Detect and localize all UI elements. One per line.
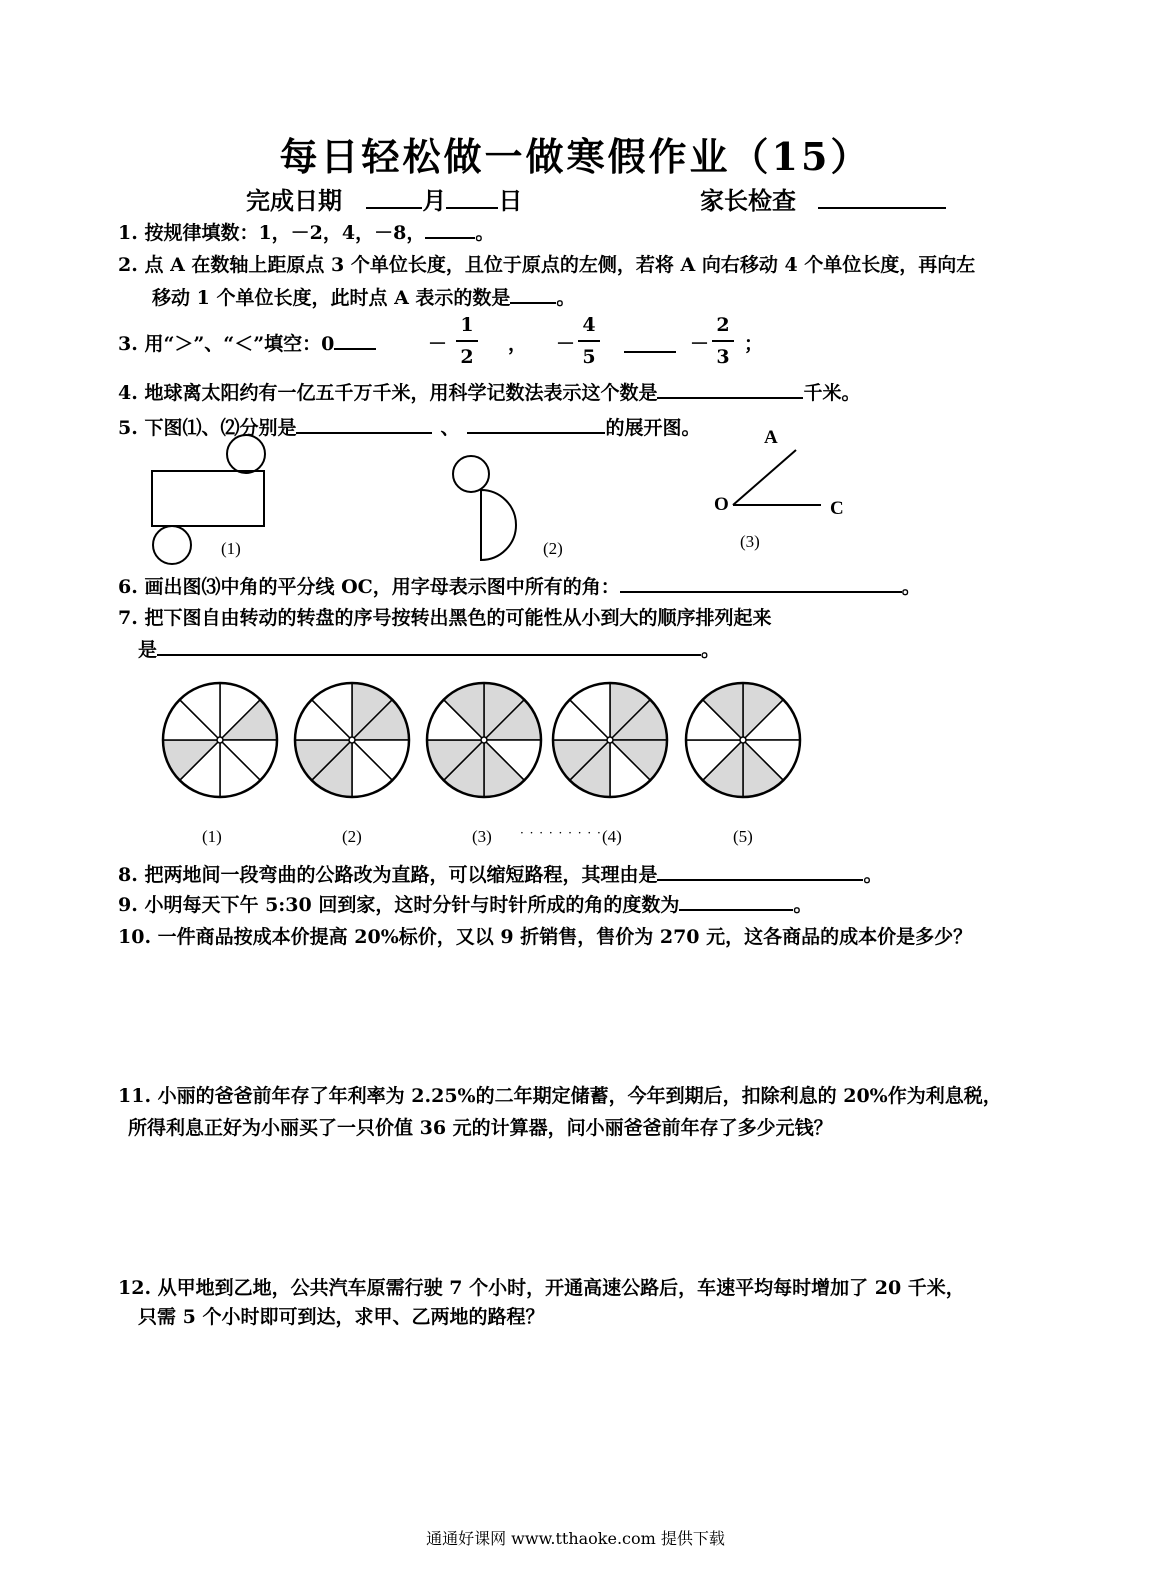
fraction-1-denominator: 2 xyxy=(460,346,474,368)
question-11-line-1: 11. 小丽的爸爸前年存了年利率为 2.25%的二年期定储蓄，今年到期后，扣除利息的 20%作为利息税， xyxy=(118,1085,1002,1107)
spinner-2-center xyxy=(349,737,355,743)
question-5-separator: 、 xyxy=(440,417,460,439)
question-6-text: 6. 画出图⑶中角的平分线 OC，用字母表示图中所有的角： xyxy=(118,576,620,598)
question-8-text: 8. 把两地间一段弯曲的公路改为直路，可以缩短路程，其理由是 xyxy=(118,864,658,886)
question-2-end: 。 xyxy=(556,287,576,309)
fraction-1-numerator: 1 xyxy=(460,314,474,336)
spinner-4-label: (4) xyxy=(602,827,622,846)
fraction-3-numerator: 2 xyxy=(716,314,730,336)
spinner-dots: · · · · · · · · · xyxy=(520,826,602,840)
spinner-5-center xyxy=(740,737,746,743)
spinner-4 xyxy=(553,683,667,846)
question-12-line-2: 只需 5 个小时即可到达，求甲、乙两地的路程？ xyxy=(138,1306,545,1328)
question-8-blank[interactable] xyxy=(657,861,863,881)
question-7-text: 是 xyxy=(138,639,158,661)
month-label: 月 xyxy=(422,186,447,215)
fraction-3-denominator: 3 xyxy=(716,346,730,368)
minus-sign-1: － xyxy=(428,333,448,355)
spinner-5 xyxy=(686,683,800,846)
question-7-line-1: 7. 把下图自由转动的转盘的序号按转出黑色的可能性从小到大的顺序排列起来 xyxy=(118,607,772,629)
question-9-blank[interactable] xyxy=(679,891,793,911)
question-9-text: 9. 小明每天下午 5:30 回到家，这时分针与时针所成的角的度数为 xyxy=(118,894,680,916)
spinner-5-label: (5) xyxy=(733,827,753,846)
question-9-end: 。 xyxy=(793,894,813,916)
question-8 xyxy=(118,860,882,887)
spinner-1-center xyxy=(217,737,223,743)
spinner-1 xyxy=(163,683,277,846)
question-3-lead: 3. 用“＞”、“＜”填空：0 xyxy=(118,333,335,355)
question-4-end: 千米。 xyxy=(803,382,861,404)
question-2-text: 移动 1 个单位长度，此时点 A 表示的数是 xyxy=(152,287,511,309)
question-7-end: 。 xyxy=(701,639,721,661)
spinner-1-label: (1) xyxy=(202,827,222,846)
question-10: 10. 一件商品按成本价提高 20%标价，又以 9 折销售，售价为 270 元，这各商品的成本价是多少？ xyxy=(118,926,973,948)
footer-source: 通通好课网 www.tthaoke.com 提供下载 xyxy=(426,1529,725,1548)
minus-sign-2: － xyxy=(556,333,576,355)
parent-check-label: 家长检查 xyxy=(700,186,796,215)
spinner-4-center xyxy=(607,737,613,743)
day-label: 日 xyxy=(498,186,523,215)
question-5-text: 5. 下图⑴、⑵分别是 xyxy=(118,417,297,439)
question-3-end: ； xyxy=(744,333,764,355)
spinner-2-label: (2) xyxy=(342,827,362,846)
point-c-label: C xyxy=(830,498,844,519)
minus-sign-3: － xyxy=(690,333,710,355)
comma-separator: ， xyxy=(508,333,528,355)
question-9 xyxy=(118,890,812,917)
spinner-3 xyxy=(427,683,541,846)
spinner-3-center xyxy=(481,737,487,743)
question-4-text: 4. 地球离太阳约有一亿五千万千米，用科学记数法表示这个数是 xyxy=(118,382,658,404)
point-a-label: A xyxy=(764,427,778,448)
question-6-end: 。 xyxy=(901,576,921,598)
question-1-text: 1. 按规律填数：1，－2，4，－8， xyxy=(118,222,426,244)
fraction-2-denominator: 5 xyxy=(582,346,596,368)
figure-3-label: (3) xyxy=(740,532,760,551)
date-label: 完成日期 xyxy=(246,186,342,215)
point-o-label: O xyxy=(714,494,729,515)
question-11-line-2: 所得利息正好为小丽买了一只价值 36 元的计算器，问小丽爸爸前年存了多少元钱？ xyxy=(128,1117,833,1139)
figure-1-label: (1) xyxy=(221,539,241,558)
spinner-2 xyxy=(295,683,409,846)
question-5-end: 的展开图。 xyxy=(605,417,701,439)
question-12-line-1: 12. 从甲地到乙地，公共汽车原需行驶 7 个小时，开通高速公路后，车速平均每时增加了 20 千米， xyxy=(118,1277,965,1299)
page-title: 每日轻松做一做寒假作业（15） xyxy=(279,134,872,179)
spinner-3-label: (3) xyxy=(472,827,492,846)
figure-2-label: (2) xyxy=(543,539,563,558)
question-8-end: 。 xyxy=(863,864,883,886)
fraction-2-numerator: 4 xyxy=(582,314,596,336)
question-1-end: 。 xyxy=(475,222,495,244)
question-2-line-1: 2. 点 A 在数轴上距原点 3 个单位长度，且位于原点的左侧，若将 A 向右移动 4 个单位长度，再向左 xyxy=(118,254,976,276)
